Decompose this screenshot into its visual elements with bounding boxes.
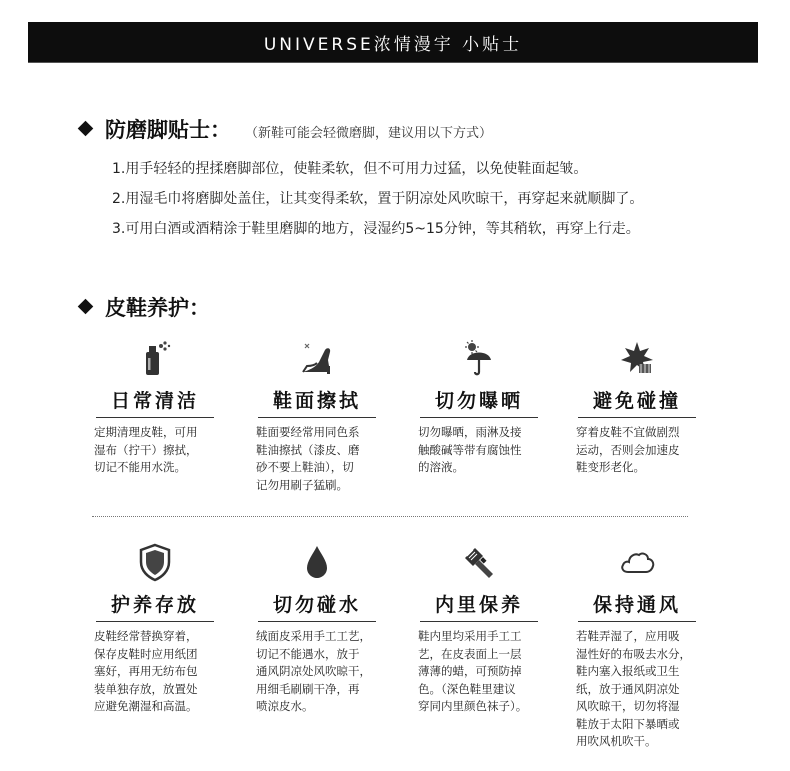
banner-title: UNIVERSE浓情漫宇 小贴士 [263,34,523,55]
card-line: 通风阴凉处风吹晾干， [256,664,371,678]
card-line: 用吹风机吹干。 [576,734,657,748]
card-line: 若鞋弄湿了，应用吸 [576,629,680,643]
card-divider [420,417,538,418]
care-heading-text: 皮鞋养护： [105,296,210,320]
card-line: 应避免潮湿和高温。 [94,699,198,713]
card-line: 鞋内塞入报纸或卫生 [576,664,680,678]
card-description [90,628,220,716]
card-divider [578,621,696,622]
card-divider [420,621,538,622]
care-card-storage [90,542,220,716]
card-description [252,424,382,494]
card-title: 鞋面擦拭 [272,390,361,412]
card-description [414,628,544,716]
care-card-lining-care [414,542,544,716]
shield-icon [135,542,175,582]
card-line: 穿同内里颜色袜子）。 [418,699,528,713]
card-line: 运动，否则会加速皮 [576,442,680,457]
diamond-bullet-icon [78,299,94,315]
card-line: 皮鞋经常替换穿着， [94,629,198,643]
blister-tip-2: 2.用湿毛巾将磨脚处盖住，让其变得柔软，置于阴凉处风吹晾干，再穿起来就顺脚了。 [112,191,644,207]
card-line: 色。（深色鞋里建议 [418,681,516,696]
card-line: 湿性好的布吸去水分， [576,646,691,661]
blister-tip-1: 1.用手轻轻的捏揉磨脚部位，使鞋柔软，但不可用力过猛，以免使鞋面起皱。 [112,161,588,177]
collision-icon [617,338,657,378]
blister-heading-text: 防磨脚贴士： [105,118,231,142]
card-line: 纸，放于通风阴凉处 [576,681,680,696]
card-line: 风吹晾干，切勿将湿 [576,699,680,713]
care-card-upper-wiping [252,338,382,494]
card-line: 艺，在皮表面上一层 [418,646,522,661]
card-divider [96,417,214,418]
banner-divider [28,62,758,63]
card-divider [258,417,376,418]
card-divider [96,621,214,622]
card-line: 切记不能用水洗。 [94,460,186,474]
card-line: 切记不能遇水，放于 [256,646,360,661]
care-card-ventilation [572,542,702,751]
card-line: 用细毛刷刷干净，再 [256,681,360,696]
card-title: 保持通风 [592,594,681,616]
card-divider [578,417,696,418]
high-heel-shoe-icon [297,338,337,378]
card-line: 薄薄的蜡，可预防掉 [418,664,522,678]
card-description [572,628,702,751]
card-line: 绒面皮采用手工工艺， [256,629,371,643]
card-description [572,424,702,477]
card-line: 鞋油擦拭（漆皮、磨 [256,442,360,457]
care-card-no-water [252,542,382,716]
card-description [90,424,220,477]
spray-bottle-icon [135,338,175,378]
card-line: 鞋放于太阳下暴晒或 [576,716,680,731]
card-description [414,424,544,477]
card-line: 触酸碱等带有腐蚀性 [418,442,522,457]
blister-tips-heading [80,114,492,144]
card-line: 鞋内里均采用手工工 [418,629,522,643]
card-line: 塞好，再用无纺布包 [94,664,198,678]
card-title: 内里保养 [434,594,523,616]
card-title: 日常清洁 [110,390,199,412]
card-divider [258,621,376,622]
card-line: 砂不要上鞋油），切 [256,460,354,474]
card-line: 鞋面要经常用同色系 [256,425,360,439]
care-card-avoid-impact [572,338,702,477]
card-line: 记勿用刷子猛刷。 [256,477,348,492]
cloud-icon [617,542,657,582]
card-line: 穿着皮鞋不宜做剧烈 [576,425,680,439]
card-line: 鞋变形老化。 [576,460,645,474]
card-line: 保存皮鞋时应用纸团 [94,646,198,661]
card-line: 装单独存放，放置处 [94,681,198,696]
card-title: 切勿碰水 [272,594,361,616]
care-card-daily-cleaning [90,338,220,477]
card-title: 避免碰撞 [592,390,681,412]
card-line: 湿布（拧干）擦拭， [94,442,198,457]
diamond-bullet-icon [78,121,94,137]
card-line: 切勿曝晒，雨淋及接 [418,425,522,439]
paint-brush-icon [459,542,499,582]
dotted-divider [92,516,688,517]
card-description [252,628,382,716]
sun-umbrella-icon [459,338,499,378]
blister-heading-note: （新鞋可能会轻微磨脚，建议用以下方式） [245,126,493,141]
card-title: 护养存放 [110,594,199,616]
card-title: 切勿曝晒 [434,390,523,412]
card-line: 的溶液。 [418,460,464,474]
leather-care-heading [80,292,210,322]
care-card-no-sun [414,338,544,477]
card-line: 定期清理皮鞋，可用 [94,425,198,439]
header-banner [28,22,758,62]
card-line: 喷涼皮水。 [256,699,314,713]
blister-tip-3: 3.可用白酒或酒精涂于鞋里磨脚的地方，浸湿约5~15分钟，等其稍软，再穿上行走。 [112,221,640,237]
water-drop-icon [297,542,337,582]
